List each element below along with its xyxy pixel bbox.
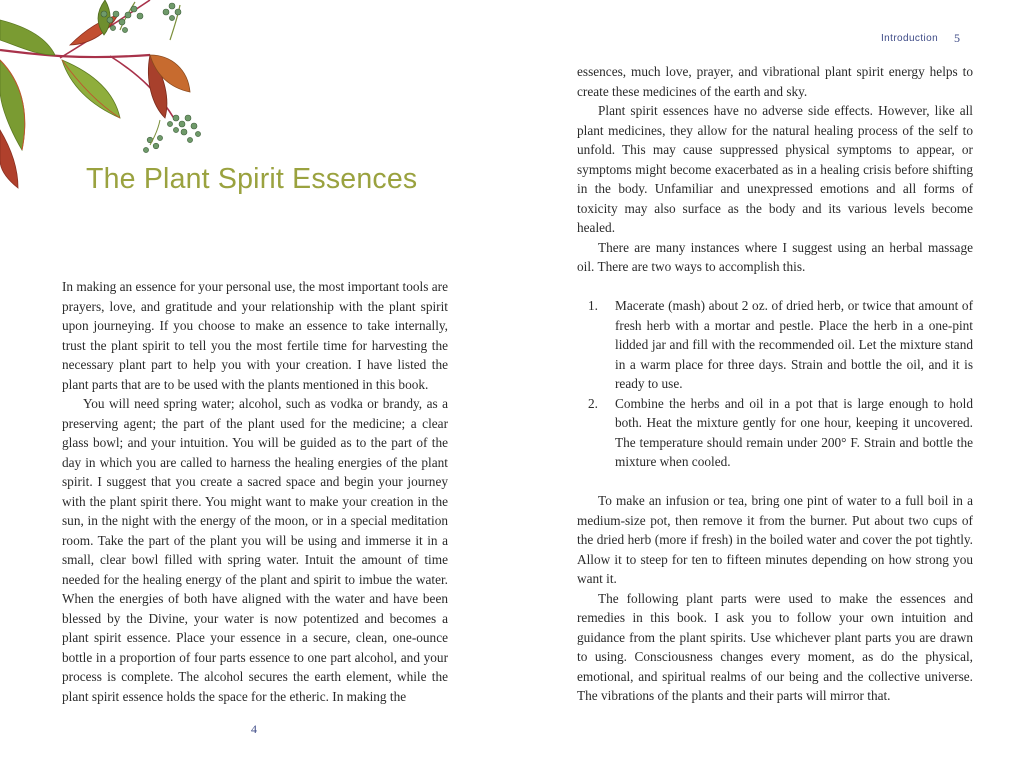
paragraph: Plant spirit essences have no adverse side effects. However, like all plant medicines, they allow for the natural healing process of the self to unfold. This may cause suppressed physical symptoms to appear, or symptoms might become exacerbated as in a healing crisis before shifting in the body. Unfamiliar and unexpressed emotions and all forms of toxicity may also surface as the body and its various levels become healed. — [577, 103, 973, 235]
right-page — [512, 0, 1024, 768]
left-body-text — [62, 277, 448, 706]
running-head: Introduction — [881, 33, 939, 44]
list-item-text: Combine the herbs and oil in a pot that is large enough to hold both. Heat the mixture gently for one hour, keeping it uncovered. The temperature should remain under 200° F. Strain and bottle the mixture when cooled. — [615, 395, 973, 469]
right-body-text — [577, 62, 973, 706]
paragraph: The following plant parts were used to make the essences and remedies in this book. I ask you to follow your own intuition and guidance from the plant spirits. Use whichever plant parts you are drawn to using. Consciousness changes every moment, as do the physical, emotional, and spiritual realms of our being and the collective universe. The vibrations of the plants and their parts will mirror that. — [577, 590, 973, 703]
paragraph: To make an infusion or tea, bring one pint of water to a full boil in a medium-size pot, then remove it from the burner. Put about two cups of the dried herb (more if fresh) in the boiled water and cover the pot tightly. Allow it to steep for ten to fifteen minutes depending on how strong you want it. — [577, 493, 973, 586]
page-number: 4 — [251, 722, 257, 736]
list-number: 1. — [588, 298, 598, 313]
list-item — [588, 394, 973, 472]
list-item — [588, 296, 973, 394]
page-number: 5 — [954, 31, 960, 45]
list-item-text: Macerate (mash) about 2 oz. of dried herb, or twice that amount of fresh herb with a mortar and pestle. Place the herb in a one-pint lidded jar and fill with the recommended oil. Let the mixture stand in a warm place for three days. Strain and bottle the oil, and it is ready to use. — [615, 298, 973, 391]
paragraph: In making an essence for your personal use, the most important tools are prayers, love, and gratitude and your relationship with the plant spirit upon journeying. If you choose to make an essence to take internally, trust the plant spirit to tell you the most fertile time for harvesting the necessary plant part to help you with your creation. I have listed the plant parts that are to be used with the plants mentioned in this book. — [62, 279, 448, 392]
paragraph: You will need spring water; alcohol, such as vodka or brandy, as a preserving agent; the part of the plant used for the medicine; a clear glass bowl; and your intuition. You will be guided as to the part of the day in which you are called to harness the healing energies of the plant spirit. I suggest that you create a sacred space and begin your journey with the plant spirit there. You might want to make your creation in the sun, in the night with the energy of the moon, or in a special meditation room. Take the part of the plant you will be using and immerse it in a small, clear bowl filled with spring water. Intuit the amount of time needed for the healing energy of the plant and spirit to imbue the water. When the energies of both have aligned with the water and have been blessed by the Divine, your water is now potentized and becomes a plant spirit essence. Place your essence in a secure, clean, one-ounce bottle in a proportion of four parts essence to one part alcohol, and your process is complete. The alcohol secures the earth element, while the plant spirit essence holds the space for the etheric. In making the — [62, 396, 448, 704]
chapter-title: The Plant Spirit Essences — [86, 163, 418, 195]
paragraph: There are many instances where I suggest using an herbal massage oil. There are two ways to accomplish this. — [577, 239, 973, 274]
list-number: 2. — [588, 395, 598, 411]
numbered-list — [577, 296, 973, 472]
paragraph: essences, much love, prayer, and vibrational plant spirit energy helps to create these medicines of the earth and sky. — [577, 64, 973, 99]
